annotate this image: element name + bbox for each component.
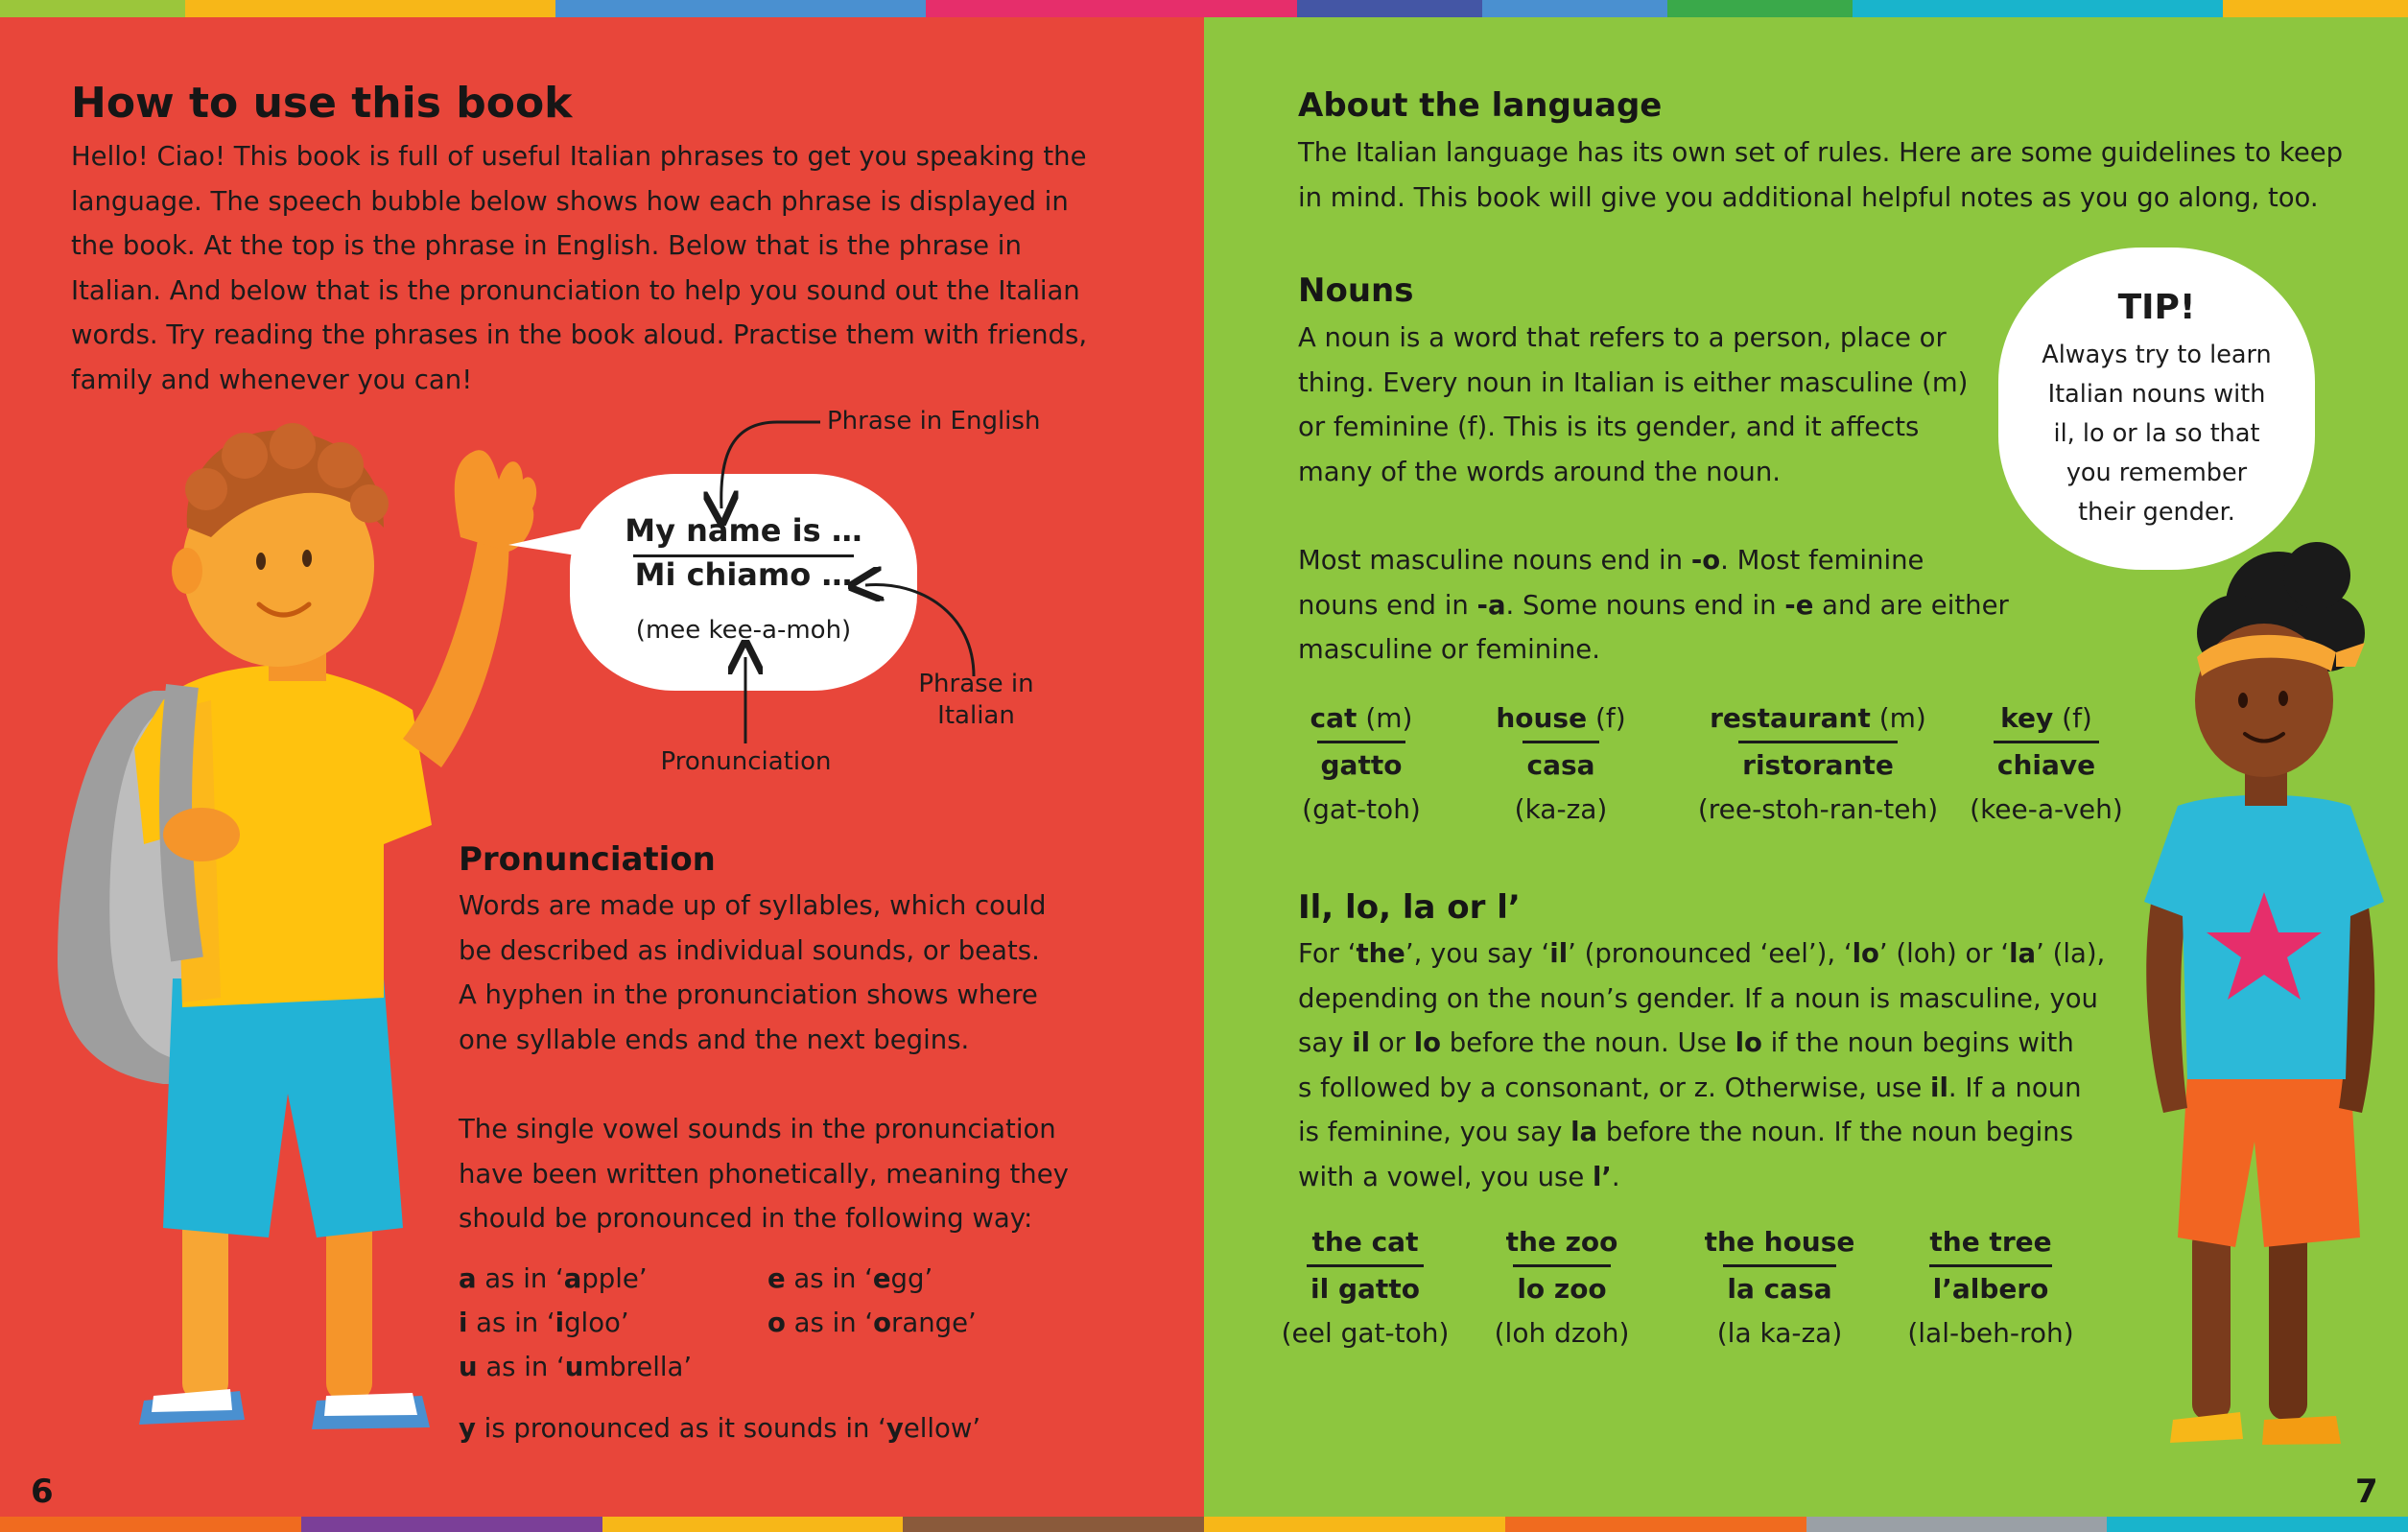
stripe-segment — [2038, 0, 2223, 17]
callout-italian-line: Italian — [937, 701, 1015, 730]
stripe-segment — [185, 0, 370, 17]
vocab-english: key — [2000, 702, 2054, 734]
vocab-pronunciation: (loh dzoh) — [1494, 1317, 1630, 1349]
stripe-segment — [1853, 0, 2038, 17]
vowel-intro-line: should be pronounced in the following way: — [459, 1203, 1033, 1234]
vocab-english: restaurant — [1710, 702, 1871, 734]
pronunciation-line: Words are made up of syllables, which could — [459, 890, 1047, 921]
articles-line: s followed by a consonant, or z. Otherwise, use il. If a noun — [1298, 1072, 2082, 1103]
vocab-pronunciation: (ree-stoh-ran-teh) — [1697, 793, 1939, 825]
nouns-line: many of the words around the noun. — [1298, 456, 1782, 487]
vocab-gender: (m) — [1870, 702, 1926, 734]
vocab-pronunciation: (eel gat-toh) — [1281, 1317, 1450, 1349]
bubble-italian: Mi chiamo … — [634, 556, 853, 593]
vocab-italian: gatto — [1317, 741, 1406, 788]
intro-line: family and whenever you can! — [71, 364, 473, 395]
tip-line: you remember — [2066, 459, 2248, 487]
stripe-segment — [2223, 0, 2408, 17]
stripe-segment — [1806, 1517, 2108, 1532]
vocab-english: the cat — [1311, 1226, 1419, 1258]
vocab-english: cat — [1310, 702, 1357, 734]
tip-bubble — [1998, 247, 2315, 570]
vocab-italian: casa — [1523, 741, 1598, 788]
stripe-segment — [1505, 1517, 1806, 1532]
vocab-italian: l’albero — [1929, 1264, 2053, 1311]
vocab-gender: (m) — [1357, 702, 1413, 734]
tip-title: TIP! — [2117, 288, 2196, 327]
articles-line: is feminine, you say la before the noun. If the noun begins — [1298, 1117, 2074, 1147]
vocab-italian: lo zoo — [1513, 1264, 1610, 1311]
bubble-english: My name is … — [625, 512, 862, 549]
vocab-key — [1957, 696, 2136, 832]
stripe-segment — [1297, 0, 1482, 17]
vocab-the-tree — [1895, 1220, 2087, 1355]
vocab-italian: la casa — [1723, 1264, 1835, 1311]
nouns-line: A noun is a word that refers to a person, place or — [1298, 322, 1947, 353]
vocab-italian: il gatto — [1307, 1264, 1424, 1311]
vowel-rule-a: a as in ‘apple’ — [459, 1263, 648, 1294]
tip-line: Always try to learn — [2042, 341, 2272, 369]
vocab-pronunciation: (ka-za) — [1514, 793, 1608, 825]
stripe-segment — [0, 1517, 301, 1532]
nouns-heading: Nouns — [1298, 271, 1414, 310]
articles-line: with a vowel, you use l’. — [1298, 1161, 1620, 1192]
girl-illustration — [2120, 576, 2408, 1458]
tip-line: their gender. — [2078, 498, 2235, 527]
vowel-rule-e: e as in ‘egg’ — [767, 1263, 933, 1294]
callout-italian-line: Phrase in — [918, 670, 1034, 698]
stripe-segment — [926, 0, 1111, 17]
right-page — [1204, 0, 2408, 1532]
vocab-pronunciation: (lal-beh-roh) — [1907, 1317, 2074, 1349]
articles-line: For ‘the’, you say ‘il’ (pronounced ‘eel’), ‘lo’ (loh) or ‘la’ (la), — [1298, 938, 2106, 969]
tip-text — [1998, 336, 2315, 532]
vocab-english: the house — [1704, 1226, 1855, 1258]
pronunciation-line: one syllable ends and the next begins. — [459, 1024, 970, 1055]
nouns-endings-text — [1298, 538, 2027, 672]
stripe-segment — [1667, 0, 1853, 17]
pronunciation-text — [459, 884, 1188, 1062]
vowel-rule-y: y is pronounced as it sounds in ‘yellow’ — [459, 1413, 981, 1444]
stripe-segment — [602, 1517, 904, 1532]
vocab-english: house — [1496, 702, 1588, 734]
about-text — [1298, 130, 2392, 220]
page-number-left: 6 — [31, 1473, 54, 1511]
callout-italian — [911, 669, 1041, 732]
vocab-english: the zoo — [1505, 1226, 1618, 1258]
vocab-pronunciation: (la ka-za) — [1716, 1317, 1843, 1349]
stripe-segment — [1482, 0, 1667, 17]
pronunciation-line: A hyphen in the pronunciation shows where — [459, 979, 1038, 1010]
vocab-gender: (f) — [1587, 702, 1626, 734]
nouns-endings-line: Most masculine nouns end in -o. Most feminine — [1298, 545, 1924, 576]
stripe-segment — [2107, 1517, 2408, 1532]
bubble-pronunciation: (mee kee-a-moh) — [635, 616, 852, 645]
vocab-italian: chiave — [1994, 741, 2099, 788]
vocab-restaurant — [1679, 696, 1957, 832]
stripe-segment — [741, 0, 926, 17]
about-line: in mind. This book will give you additional helpful notes as you go along, too. — [1298, 181, 2319, 213]
vocab-pronunciation: (gat-toh) — [1302, 793, 1421, 825]
page-title: How to use this book — [71, 79, 573, 128]
about-heading: About the language — [1298, 86, 1663, 125]
vocab-the-house — [1693, 1220, 1866, 1355]
vowel-intro-line: The single vowel sounds in the pronunciation — [459, 1114, 1056, 1144]
nouns-text — [1298, 316, 2008, 494]
intro-line: words. Try reading the phrases in the book aloud. Practise them with friends, — [71, 319, 1088, 350]
callout-english: Phrase in English — [827, 407, 1041, 436]
vowel-rule-o: o as in ‘orange’ — [767, 1308, 977, 1338]
vocab-cat — [1279, 696, 1444, 832]
tip-line: Italian nouns with — [2047, 380, 2266, 409]
intro-line: the book. At the top is the phrase in English. Below that is the phrase in — [71, 230, 1022, 261]
vocab-italian: ristorante — [1738, 741, 1898, 788]
vocab-the-cat — [1269, 1220, 1461, 1355]
vowel-intro-line: have been written phonetically, meaning they — [459, 1158, 1069, 1190]
pronunciation-line: be described as individual sounds, or beats. — [459, 934, 1040, 966]
stripe-segment — [1204, 1517, 1505, 1532]
stripe-segment — [555, 0, 741, 17]
nouns-endings-line: nouns end in -a. Some nouns end in -e and are either — [1298, 589, 2009, 621]
stripe-segment — [0, 0, 185, 17]
vocab-pronunciation: (kee-a-veh) — [1970, 793, 2123, 825]
articles-heading: Il, lo, la or l’ — [1298, 888, 1521, 927]
intro-line: language. The speech bubble below shows how each phrase is displayed in — [71, 185, 1069, 217]
intro-line: Hello! Ciao! This book is full of useful Italian phrases to get you speaking the — [71, 141, 1087, 172]
pronunciation-heading: Pronunciation — [459, 840, 716, 879]
vowel-rule-i: i as in ‘igloo’ — [459, 1308, 629, 1338]
bottom-color-stripe — [0, 1517, 2408, 1532]
vowel-rule-u: u as in ‘umbrella’ — [459, 1352, 693, 1382]
stripe-segment — [903, 1517, 1204, 1532]
vocab-the-zoo — [1485, 1220, 1639, 1355]
stripe-segment — [301, 1517, 602, 1532]
callout-pronunciation: Pronunciation — [660, 747, 832, 776]
page-number-right: 7 — [2355, 1473, 2378, 1511]
stripe-segment — [1111, 0, 1296, 17]
vocab-gender: (f) — [2053, 702, 2092, 734]
vocab-english: the tree — [1929, 1226, 2052, 1258]
articles-line: depending on the noun’s gender. If a noun is masculine, you — [1298, 982, 2098, 1014]
nouns-line: or feminine (f). This is its gender, and it affects — [1298, 412, 1920, 442]
vowel-intro-text — [459, 1107, 1188, 1241]
nouns-line: thing. Every noun in Italian is either masculine (m) — [1298, 366, 1969, 398]
top-color-stripe — [0, 0, 2408, 17]
vocab-house — [1484, 696, 1638, 832]
intro-line: Italian. And below that is the pronunciation to help you sound out the Italian — [71, 274, 1080, 306]
stripe-segment — [370, 0, 555, 17]
tip-line: il, lo or la so that — [2053, 419, 2260, 448]
articles-line: say il or lo before the noun. Use lo if the noun begins with — [1298, 1027, 2074, 1058]
nouns-endings-line: masculine or feminine. — [1298, 634, 1600, 665]
about-line: The Italian language has its own set of rules. Here are some guidelines to keep — [1298, 137, 2344, 168]
articles-text — [1298, 931, 2161, 1199]
